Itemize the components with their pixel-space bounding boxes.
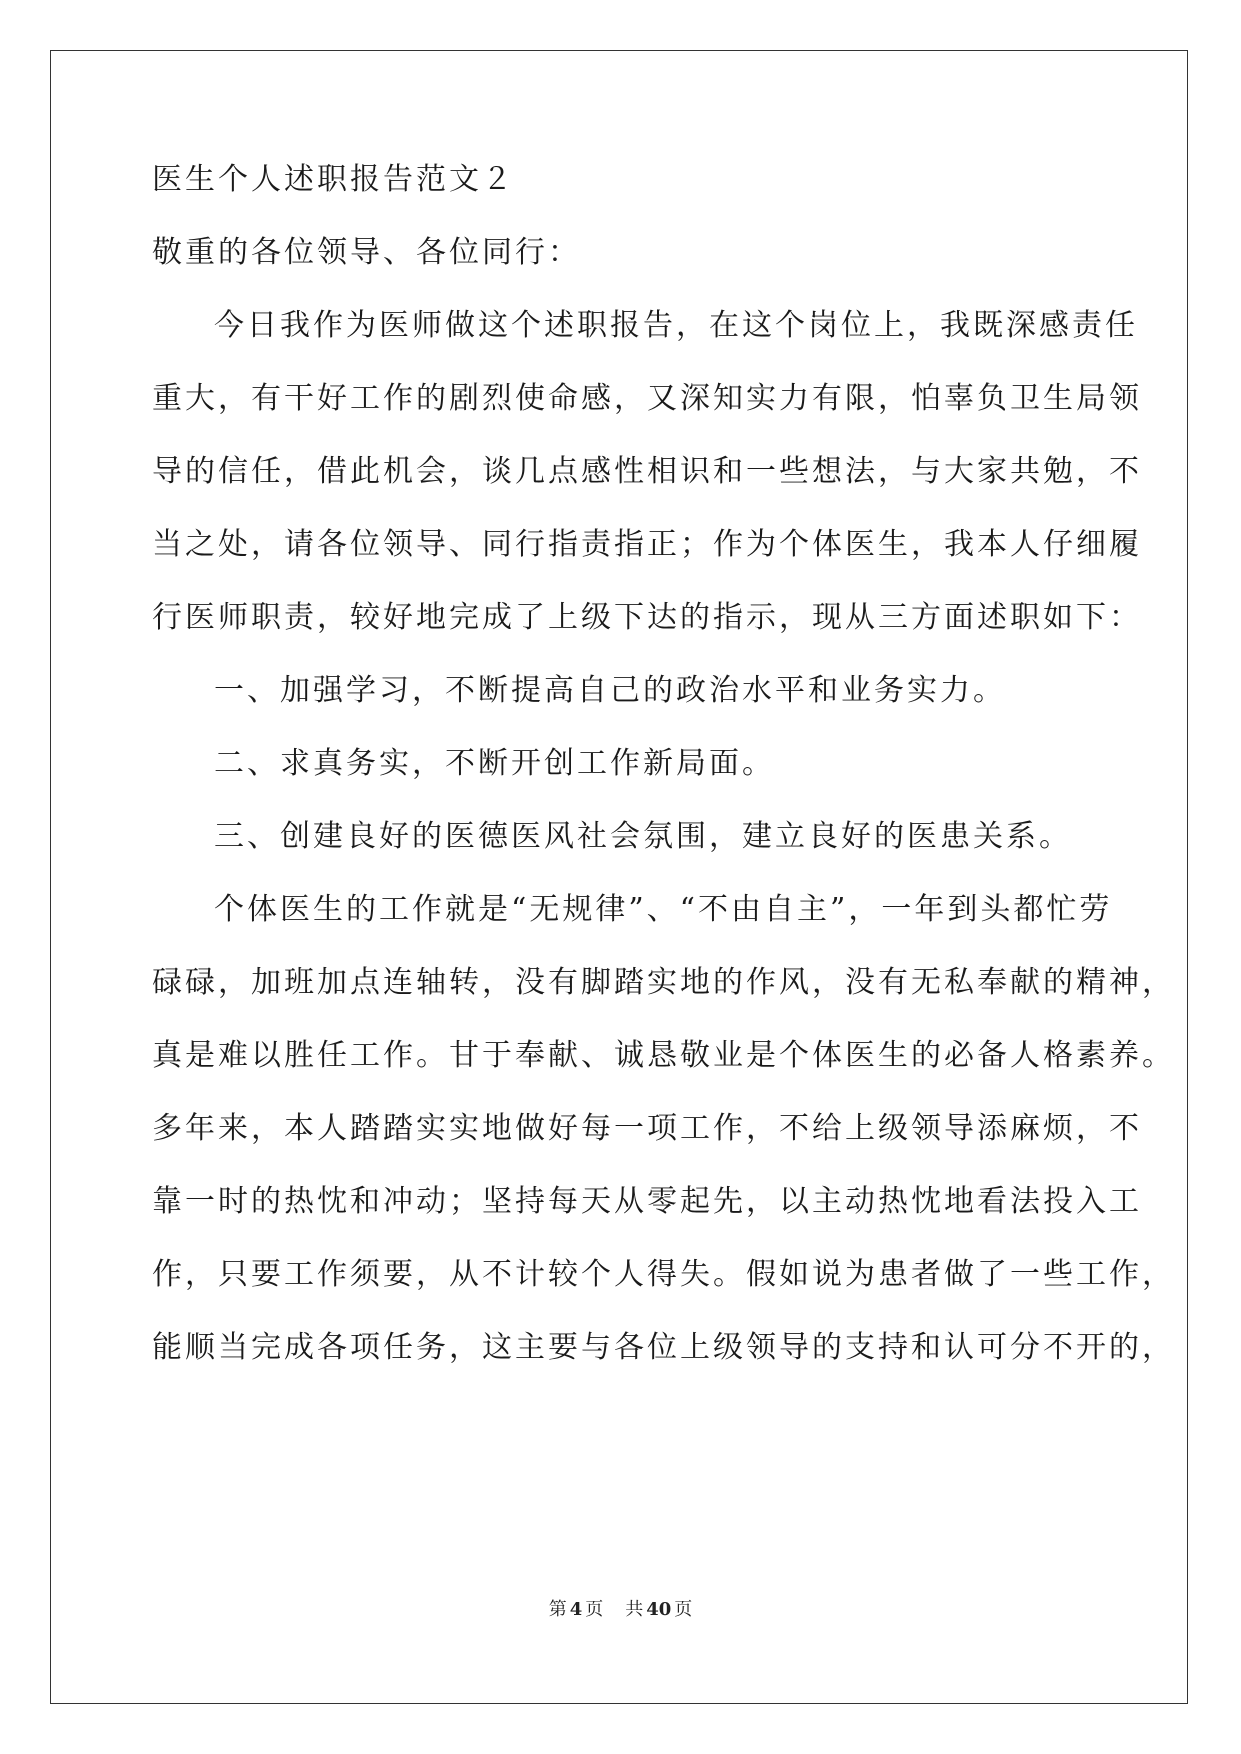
section-heading-1: 一、加强学习，不断提高自己的政治水平和业务实力。 [214,673,1006,708]
total-prefix: 共 [625,1599,644,1620]
total-pages: 40 [646,1599,672,1620]
page-footer [0,1598,1241,1622]
paragraph-line: 导的信任，借此机会，谈几点感性相识和一些想法，与大家共勉，不 [152,454,1142,489]
paragraph-line: 当之处，请各位领导、同行指责指正；作为个体医生，我本人仔细履 [152,527,1142,562]
paragraph-line: 靠一时的热忱和冲动；坚持每天从零起先，以主动热忱地看法投入工 [152,1184,1142,1219]
paragraph-line: 行医师职责，较好地完成了上级下达的指示，现从三方面述职如下： [152,600,1142,635]
page-border [50,50,1188,1704]
document-title: 医生个人述职报告范文２ [152,162,515,197]
paragraph-line: 今日我作为医师做这个述职报告，在这个岗位上，我既深感责任 [214,308,1138,343]
salutation: 敬重的各位领导、各位同行： [152,235,581,270]
paragraph-line: 真是难以胜任工作。甘于奉献、诚恳敬业是个体医生的必备人格素养。 [152,1038,1175,1073]
page-suffix: 页 [585,1599,604,1620]
paragraph-line: 作，只要工作须要，从不计较个人得失。假如说为患者做了一些工作， [152,1257,1175,1292]
paragraph-line: 能顺当完成各项任务，这主要与各位上级领导的支持和认可分不开的， [152,1330,1175,1365]
paragraph-line: 重大，有干好工作的剧烈使命感，又深知实力有限，怕辜负卫生局领 [152,381,1142,416]
section-heading-3: 三、创建良好的医德医风社会氛围，建立良好的医患关系。 [214,819,1072,854]
total-suffix: 页 [674,1599,693,1620]
page-prefix: 第 [548,1599,567,1620]
paragraph-line: 碌碌，加班加点连轴转，没有脚踏实地的作风，没有无私奉献的精神， [152,965,1175,1000]
page-number: 4 [569,1599,583,1620]
paragraph-line: 个体医生的工作就是“无规律”、“不由自主”，一年到头都忙劳 [214,892,1113,927]
section-heading-2: 二、求真务实，不断开创工作新局面。 [214,746,775,781]
paragraph-line: 多年来，本人踏踏实实地做好每一项工作，不给上级领导添麻烦，不 [152,1111,1142,1146]
